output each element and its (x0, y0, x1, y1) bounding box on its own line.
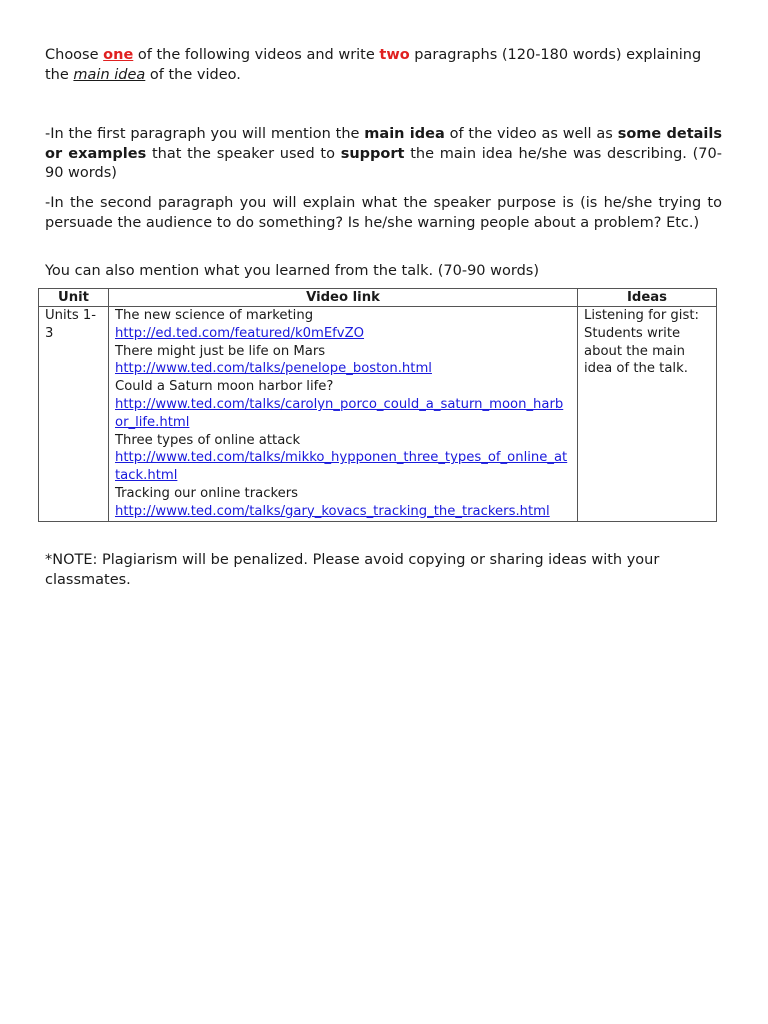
plagiarism-note: *NOTE: Plagiarism will be penalized. Please avoid copying or sharing ideas with your classmates. (45, 552, 660, 588)
emphasis-one: one (103, 47, 134, 63)
p1-text: the main idea he/she was describing. (70-90 words) (45, 145, 722, 181)
emphasis-two: two (379, 47, 410, 63)
video-table (38, 288, 717, 522)
video-title: Tracking our online trackers (115, 485, 299, 501)
table-row (39, 307, 717, 522)
intro-text: paragraphs (120-180 words) explaining the (45, 47, 702, 83)
video-link[interactable]: http://ed.ted.com/featured/k0mEfvZO (115, 325, 365, 341)
header-unit: Unit (39, 289, 109, 307)
instructions-paragraph (45, 46, 722, 85)
video-title: The new science of marketing (115, 308, 314, 323)
video-link[interactable]: http://www.ted.com/talks/gary_kovacs_tracking_the_trackers.html (115, 503, 550, 519)
unit-cell: Units 1-3 (39, 307, 109, 522)
intro-text: of the video. (145, 66, 241, 83)
video-title: Could a Saturn moon harbor life? (115, 379, 334, 395)
optional-note: You can also mention what you learned from the talk. (70-90 words) (45, 263, 539, 279)
p1-text: -In the first paragraph you will mention the (45, 126, 365, 142)
video-link[interactable]: http://www.ted.com/talks/penelope_boston.html (115, 361, 432, 377)
video-link[interactable]: http://www.ted.com/talks/mikko_hypponen_three_types_of_online_attack.html (115, 450, 568, 484)
video-link[interactable]: http://www.ted.com/talks/carolyn_porco_could_a_saturn_moon_harbor_life.html (115, 396, 564, 430)
intro-text: Choose (45, 47, 104, 63)
second-paragraph-instructions: -In the second paragraph you will explain what the speaker purpose is (is he/she trying to persuade the audience to do something? Is he/she warning people about a problem? Etc.) (45, 195, 722, 231)
video-links-cell (109, 307, 578, 522)
video-title: There might just be life on Mars (115, 343, 326, 359)
table-header-row (39, 289, 717, 307)
header-ideas: Ideas (578, 289, 717, 307)
p1-text: of the video as well as (444, 126, 618, 142)
intro-text: of the following videos and write (133, 47, 380, 63)
ideas-cell: Listening for gist: Students write about the main idea of the talk. (578, 307, 717, 522)
p1-bold-main-idea: main idea (364, 126, 445, 142)
header-video-link: Video link (109, 289, 578, 307)
first-paragraph-instructions (45, 125, 722, 184)
emphasis-main-idea: main idea (73, 66, 146, 83)
p1-bold-support: support (340, 145, 405, 162)
p1-bold-details: some details or examples (45, 126, 722, 162)
video-title: Three types of online attack (115, 432, 301, 448)
p1-text: that the speaker used to (146, 145, 341, 162)
